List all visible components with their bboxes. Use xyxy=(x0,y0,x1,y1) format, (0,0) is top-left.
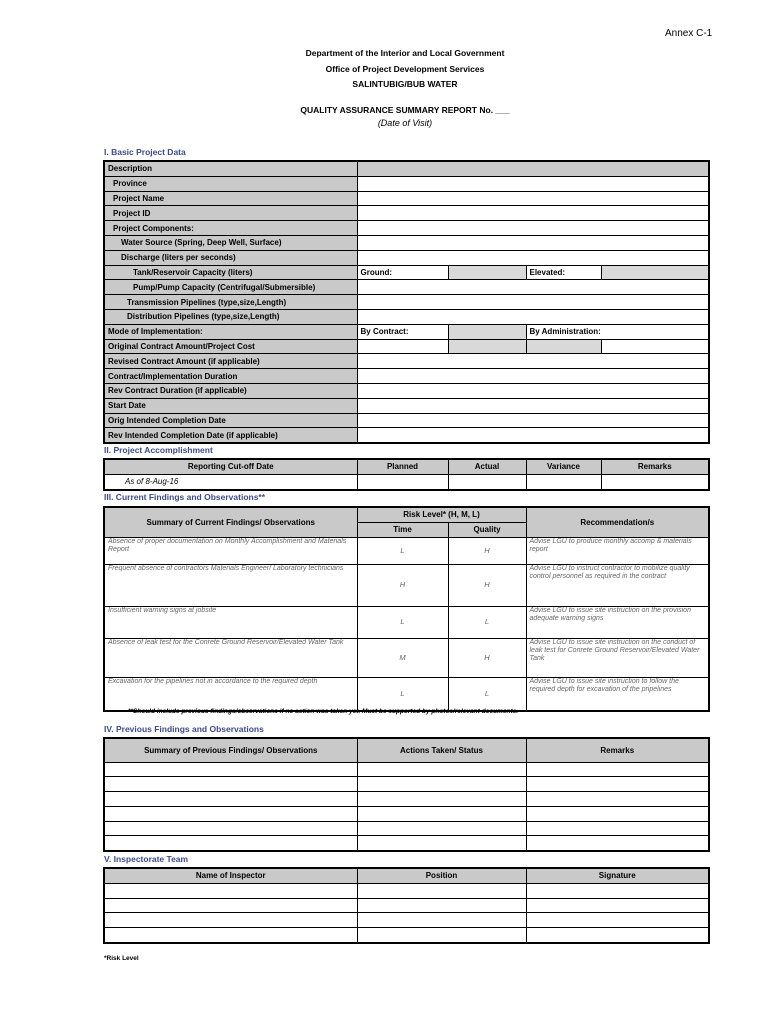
recommendation-text: Advise LGU to issue site instruction on the conduct of leak test for Conrete Ground Reservoir/Elevated Water Tank xyxy=(526,638,709,677)
row-value[interactable] xyxy=(526,339,601,354)
row-label: Rev Intended Completion Date (if applicable) xyxy=(104,428,357,443)
row-value[interactable] xyxy=(448,339,526,354)
empty-cell[interactable] xyxy=(357,898,526,913)
program-heading: SALINTUBIG/BUB WATER xyxy=(352,79,458,89)
risk-quality: H xyxy=(448,638,526,677)
section-basic-project-data-title: I. Basic Project Data xyxy=(104,147,186,157)
row-value[interactable] xyxy=(357,221,709,236)
row-label: Project ID xyxy=(104,206,357,221)
row-value[interactable] xyxy=(357,309,709,324)
date-of-visit: (Date of Visit) xyxy=(377,118,433,128)
empty-cell[interactable] xyxy=(526,898,709,913)
header-recommendations: Recommendation/s xyxy=(526,507,709,537)
row-value[interactable] xyxy=(357,354,709,369)
row-label: Transmission Pipelines (type,size,Length) xyxy=(104,295,357,310)
annex-label: Annex C-1 xyxy=(665,28,713,39)
empty-cell[interactable] xyxy=(357,821,526,836)
row-label: Distribution Pipelines (type,size,Length) xyxy=(104,309,357,324)
row-label: Project Components: xyxy=(104,221,357,236)
row-value[interactable] xyxy=(357,428,709,443)
row-value[interactable] xyxy=(357,176,709,191)
row-value[interactable] xyxy=(357,383,709,398)
empty-cell[interactable] xyxy=(357,913,526,928)
remarks-value[interactable] xyxy=(601,474,709,489)
empty-cell[interactable] xyxy=(104,821,357,836)
empty-cell[interactable] xyxy=(526,883,709,898)
finding-text: Insufficient warning signs at jobsite xyxy=(104,606,357,638)
planned-value[interactable] xyxy=(357,474,448,489)
recommendation-text: Advise LGU to instruct contractor to mobilize quality control personnel as required in the contract xyxy=(526,564,709,606)
by-administration-label: By Administration: xyxy=(526,324,709,339)
empty-cell[interactable] xyxy=(104,836,357,851)
row-label: Original Contract Amount/Project Cost xyxy=(104,339,357,354)
row-label: Water Source (Spring, Deep Well, Surface) xyxy=(104,235,357,250)
finding-text: Absence of leak test for the Conrete Ground Reservoir/Elevated Water Tank xyxy=(104,638,357,677)
empty-cell[interactable] xyxy=(357,836,526,851)
report-title: QUALITY ASSURANCE SUMMARY REPORT No. ___ xyxy=(300,105,510,115)
elevated-label: Elevated: xyxy=(526,265,601,280)
header-actual: Actual xyxy=(448,459,526,474)
risk-time: L xyxy=(357,537,448,564)
section-previous-findings-title: IV. Previous Findings and Observations xyxy=(104,724,264,734)
empty-cell[interactable] xyxy=(526,806,709,821)
header-planned: Planned xyxy=(357,459,448,474)
actual-value[interactable] xyxy=(448,474,526,489)
header-summary-previous: Summary of Previous Findings/ Observations xyxy=(104,738,357,762)
ground-value[interactable] xyxy=(448,265,526,280)
row-value[interactable] xyxy=(357,413,709,428)
row-value[interactable] xyxy=(357,206,709,221)
header-variance: Variance xyxy=(526,459,601,474)
by-contract-label: By Contract: xyxy=(357,324,448,339)
risk-quality: L xyxy=(448,677,526,711)
row-value[interactable] xyxy=(357,398,709,413)
empty-cell[interactable] xyxy=(357,762,526,777)
risk-quality: H xyxy=(448,564,526,606)
row-value[interactable] xyxy=(357,295,709,310)
row-value[interactable] xyxy=(357,235,709,250)
empty-cell[interactable] xyxy=(526,821,709,836)
empty-cell[interactable] xyxy=(104,883,357,898)
row-value[interactable] xyxy=(357,369,709,384)
risk-quality: L xyxy=(448,606,526,638)
row-value[interactable] xyxy=(357,339,448,354)
ground-label: Ground: xyxy=(357,265,448,280)
empty-cell[interactable] xyxy=(104,898,357,913)
empty-cell[interactable] xyxy=(526,913,709,928)
row-label: Project Name xyxy=(104,191,357,206)
empty-cell[interactable] xyxy=(104,792,357,807)
empty-cell[interactable] xyxy=(526,836,709,851)
risk-time: L xyxy=(357,677,448,711)
row-label: Tank/Reservoir Capacity (liters) xyxy=(104,265,357,280)
row-label: Pump/Pump Capacity (Centrifugal/Submersible) xyxy=(104,280,357,295)
row-label: Contract/Implementation Duration xyxy=(104,369,357,384)
office-heading: Office of Project Development Services xyxy=(325,64,485,74)
row-label: Revised Contract Amount (if applicable) xyxy=(104,354,357,369)
header-cutoff-date: Reporting Cut-off Date xyxy=(104,459,357,474)
recommendation-text: Advise LGU to issue site instruction to follow the required depth for excavation of the pripelines xyxy=(526,677,709,711)
empty-cell[interactable] xyxy=(357,777,526,792)
findings-footnote: **Should include previous findings/observations if no action was taken yet. Must be supported by photos/relevant documents. xyxy=(128,708,519,715)
risk-time: L xyxy=(357,606,448,638)
header-position: Position xyxy=(357,868,526,883)
row-label: Discharge (liters per seconds) xyxy=(104,250,357,265)
header-time: Time xyxy=(357,522,448,537)
risk-time: M xyxy=(357,638,448,677)
header-signature: Signature xyxy=(526,868,709,883)
by-contract-value[interactable] xyxy=(448,324,526,339)
risk-quality: H xyxy=(448,537,526,564)
section-inspectorate-team-title: V. Inspectorate Team xyxy=(104,854,189,864)
header-quality: Quality xyxy=(448,522,526,537)
empty-cell[interactable] xyxy=(526,777,709,792)
row-label: Start Date xyxy=(104,398,357,413)
row-label: Orig Intended Completion Date xyxy=(104,413,357,428)
description-label: Description xyxy=(104,161,357,176)
empty-cell[interactable] xyxy=(104,777,357,792)
empty-cell[interactable] xyxy=(357,883,526,898)
as-of-date: As of 8-Aug-16 xyxy=(104,474,357,489)
previous-findings-table xyxy=(103,737,710,852)
row-value[interactable] xyxy=(357,280,709,295)
empty-cell[interactable] xyxy=(526,792,709,807)
variance-value[interactable] xyxy=(526,474,601,489)
header-name-of-inspector: Name of Inspector xyxy=(104,868,357,883)
row-value[interactable] xyxy=(357,191,709,206)
header-summary-current: Summary of Current Findings/ Observations xyxy=(104,507,357,537)
row-label: Rev Contract Duration (if applicable) xyxy=(104,383,357,398)
empty-cell[interactable] xyxy=(104,928,357,943)
empty-cell[interactable] xyxy=(104,762,357,777)
empty-cell[interactable] xyxy=(104,806,357,821)
empty-cell[interactable] xyxy=(526,928,709,943)
empty-cell[interactable] xyxy=(357,928,526,943)
header-remarks: Remarks xyxy=(601,459,709,474)
row-value[interactable] xyxy=(357,250,709,265)
risk-time: H xyxy=(357,564,448,606)
recommendation-text: Advise LGU to produce monthly accomp & materials report xyxy=(526,537,709,564)
empty-cell[interactable] xyxy=(357,792,526,807)
risk-level-footnote: *Risk Level xyxy=(104,955,139,962)
row-label: Province xyxy=(104,176,357,191)
recommendation-text: Advise LGU to issue site instruction on the provision adequate warning signs xyxy=(526,606,709,638)
row-value[interactable] xyxy=(601,339,709,354)
finding-text: Frequent absence of contractors Materials Engineer/ Laboratory technicians xyxy=(104,564,357,606)
section-project-accomplishment-title: II. Project Accomplishment xyxy=(104,445,213,455)
finding-text: Excavation for the pipelines not in accordance to the required depth xyxy=(104,677,357,711)
header-remarks: Remarks xyxy=(526,738,709,762)
row-label: Mode of Implementation: xyxy=(104,324,357,339)
header-actions-taken: Actions Taken/ Status xyxy=(357,738,526,762)
current-findings-table xyxy=(103,506,710,712)
inspectorate-team-table xyxy=(103,867,710,944)
empty-cell[interactable] xyxy=(526,762,709,777)
basic-project-data-table xyxy=(103,160,710,444)
empty-cell[interactable] xyxy=(357,806,526,821)
finding-text: Absence of proper documentation on Monthly Accomplishment and Materials Report xyxy=(104,537,357,564)
empty-cell[interactable] xyxy=(104,913,357,928)
section-current-findings-title: III. Current Findings and Observations** xyxy=(104,492,266,502)
header-risk-level: Risk Level* (H, M, L) xyxy=(357,507,526,522)
accomplishment-table xyxy=(103,458,710,491)
elevated-value[interactable] xyxy=(601,265,709,280)
description-value[interactable] xyxy=(357,161,709,176)
department-heading: Department of the Interior and Local Government xyxy=(305,48,505,58)
